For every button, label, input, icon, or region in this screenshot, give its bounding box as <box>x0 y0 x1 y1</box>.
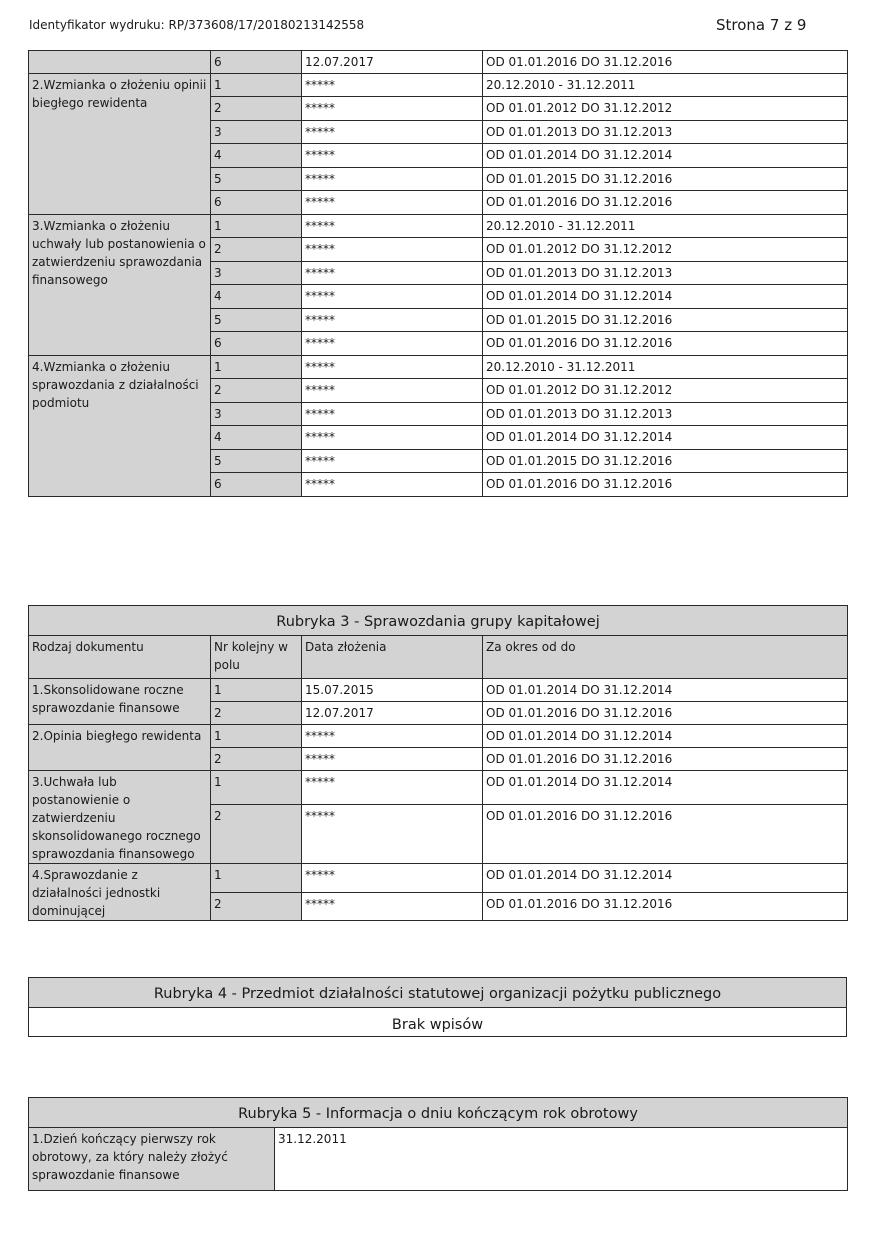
period-cell: OD 01.01.2013 DO 31.12.2013 <box>483 121 848 144</box>
rubryka5-value: 31.12.2011 <box>275 1128 848 1191</box>
nr-cell: 1 <box>211 864 302 893</box>
date-cell: ***** <box>302 121 483 144</box>
date-cell: ***** <box>302 191 483 215</box>
group-label-cell: 4.Wzmianka o złożeniu sprawozdania z działalności podmiotu <box>29 356 211 497</box>
date-cell: ***** <box>302 309 483 332</box>
group-label-cell: 3.Uchwała lub postanowienie o zatwierdzeniu skonsolidowanego rocznego sprawozdania finansowego <box>29 771 211 864</box>
nr-cell: 2 <box>211 97 302 121</box>
print-identifier: Identyfikator wydruku: RP/373608/17/20180213142558 <box>29 18 365 32</box>
nr-cell: 1 <box>211 74 302 97</box>
table-row <box>29 356 848 379</box>
date-cell: ***** <box>302 168 483 191</box>
table-row <box>29 771 848 805</box>
table-row <box>29 74 848 97</box>
period-cell: OD 01.01.2016 DO 31.12.2016 <box>483 702 848 725</box>
period-cell: OD 01.01.2014 DO 31.12.2014 <box>483 285 848 309</box>
period-cell: OD 01.01.2014 DO 31.12.2014 <box>483 426 848 450</box>
date-cell: ***** <box>302 864 483 893</box>
header-row <box>29 636 848 679</box>
page-number: Strona 7 z 9 <box>716 16 807 34</box>
period-cell: OD 01.01.2016 DO 31.12.2016 <box>483 748 848 771</box>
date-cell: ***** <box>302 144 483 168</box>
period-cell: OD 01.01.2013 DO 31.12.2013 <box>483 262 848 285</box>
date-cell: 12.07.2017 <box>302 51 483 74</box>
column-header: Nr kolejny w polu <box>211 636 302 679</box>
period-cell: OD 01.01.2014 DO 31.12.2014 <box>483 144 848 168</box>
nr-cell: 2 <box>211 892 302 921</box>
period-cell: OD 01.01.2015 DO 31.12.2016 <box>483 309 848 332</box>
nr-cell: 5 <box>211 309 302 332</box>
period-cell: 20.12.2010 - 31.12.2011 <box>483 215 848 238</box>
period-cell: OD 01.01.2016 DO 31.12.2016 <box>483 473 848 497</box>
period-cell: OD 01.01.2016 DO 31.12.2016 <box>483 892 848 921</box>
period-cell: OD 01.01.2015 DO 31.12.2016 <box>483 450 848 473</box>
rubryka3-title: Rubryka 3 - Sprawozdania grupy kapitałowej <box>29 606 848 636</box>
period-cell: OD 01.01.2014 DO 31.12.2014 <box>483 679 848 702</box>
nr-cell: 6 <box>211 473 302 497</box>
nr-cell: 3 <box>211 403 302 426</box>
date-cell: ***** <box>302 74 483 97</box>
nr-cell: 3 <box>211 121 302 144</box>
rubryka4-content: Brak wpisów <box>29 1008 847 1037</box>
nr-cell: 1 <box>211 679 302 702</box>
period-cell: 20.12.2010 - 31.12.2011 <box>483 74 848 97</box>
period-cell: OD 01.01.2014 DO 31.12.2014 <box>483 725 848 748</box>
period-cell: OD 01.01.2016 DO 31.12.2016 <box>483 51 848 74</box>
column-header: Za okres od do <box>483 636 848 679</box>
date-cell: ***** <box>302 262 483 285</box>
period-cell: OD 01.01.2016 DO 31.12.2016 <box>483 804 848 863</box>
table-row <box>29 679 848 702</box>
rubryka5-label: 1.Dzień kończący pierwszy rok obrotowy, za który należy złożyć sprawozdanie finansowe <box>29 1128 275 1191</box>
nr-cell: 1 <box>211 771 302 805</box>
nr-cell: 6 <box>211 191 302 215</box>
period-cell: OD 01.01.2012 DO 31.12.2012 <box>483 238 848 262</box>
date-cell: ***** <box>302 285 483 309</box>
date-cell: ***** <box>302 215 483 238</box>
nr-cell: 2 <box>211 748 302 771</box>
period-cell: OD 01.01.2014 DO 31.12.2014 <box>483 771 848 805</box>
rubryka5-table <box>28 1097 848 1191</box>
date-cell: 12.07.2017 <box>302 702 483 725</box>
nr-cell: 4 <box>211 144 302 168</box>
rubryka5-title: Rubryka 5 - Informacja o dniu kończącym rok obrotowy <box>29 1098 848 1128</box>
nr-cell: 2 <box>211 702 302 725</box>
group-label-cell: 2.Wzmianka o złożeniu opinii biegłego rewidenta <box>29 74 211 215</box>
nr-cell: 6 <box>211 332 302 356</box>
nr-cell: 4 <box>211 426 302 450</box>
nr-cell: 4 <box>211 285 302 309</box>
nr-cell: 1 <box>211 356 302 379</box>
continuation-body <box>29 51 848 497</box>
group-label-cell: 2.Opinia biegłego rewidenta <box>29 725 211 771</box>
date-cell: ***** <box>302 332 483 356</box>
date-cell: ***** <box>302 725 483 748</box>
rubryka4-title: Rubryka 4 - Przedmiot działalności statutowej organizacji pożytku publicznego <box>29 978 847 1008</box>
date-cell: ***** <box>302 473 483 497</box>
nr-cell: 3 <box>211 262 302 285</box>
period-cell: OD 01.01.2016 DO 31.12.2016 <box>483 191 848 215</box>
date-cell: ***** <box>302 97 483 121</box>
period-cell: 20.12.2010 - 31.12.2011 <box>483 356 848 379</box>
group-label-cell: 4.Sprawozdanie z działalności jednostki dominującej <box>29 864 211 921</box>
period-cell: OD 01.01.2012 DO 31.12.2012 <box>483 379 848 403</box>
group-label-cell: 3.Wzmianka o złożeniu uchwały lub postanowienia o zatwierdzeniu sprawozdania finansowego <box>29 215 211 356</box>
date-cell: ***** <box>302 748 483 771</box>
table-row <box>29 864 848 893</box>
date-cell: ***** <box>302 450 483 473</box>
table-row <box>29 51 848 74</box>
date-cell: ***** <box>302 379 483 403</box>
rubryka4-table <box>28 977 847 1037</box>
date-cell: ***** <box>302 426 483 450</box>
period-cell: OD 01.01.2016 DO 31.12.2016 <box>483 332 848 356</box>
table-row <box>29 725 848 748</box>
nr-cell: 5 <box>211 450 302 473</box>
nr-cell: 5 <box>211 168 302 191</box>
nr-cell: 1 <box>211 725 302 748</box>
period-cell: OD 01.01.2012 DO 31.12.2012 <box>483 97 848 121</box>
date-cell: ***** <box>302 892 483 921</box>
period-cell: OD 01.01.2014 DO 31.12.2014 <box>483 864 848 893</box>
table-row <box>29 215 848 238</box>
period-cell: OD 01.01.2015 DO 31.12.2016 <box>483 168 848 191</box>
date-cell: ***** <box>302 403 483 426</box>
period-cell: OD 01.01.2013 DO 31.12.2013 <box>483 403 848 426</box>
nr-cell: 6 <box>211 51 302 74</box>
column-header: Data złożenia <box>302 636 483 679</box>
date-cell: ***** <box>302 238 483 262</box>
group-label-cell: 1.Skonsolidowane roczne sprawozdanie finansowe <box>29 679 211 725</box>
nr-cell: 1 <box>211 215 302 238</box>
nr-cell: 2 <box>211 238 302 262</box>
rubryka3-table <box>28 605 848 921</box>
continuation-table <box>28 50 848 497</box>
date-cell: 15.07.2015 <box>302 679 483 702</box>
group-label-cell <box>29 51 211 74</box>
nr-cell: 2 <box>211 804 302 863</box>
nr-cell: 2 <box>211 379 302 403</box>
date-cell: ***** <box>302 804 483 863</box>
column-header: Rodzaj dokumentu <box>29 636 211 679</box>
date-cell: ***** <box>302 771 483 805</box>
date-cell: ***** <box>302 356 483 379</box>
